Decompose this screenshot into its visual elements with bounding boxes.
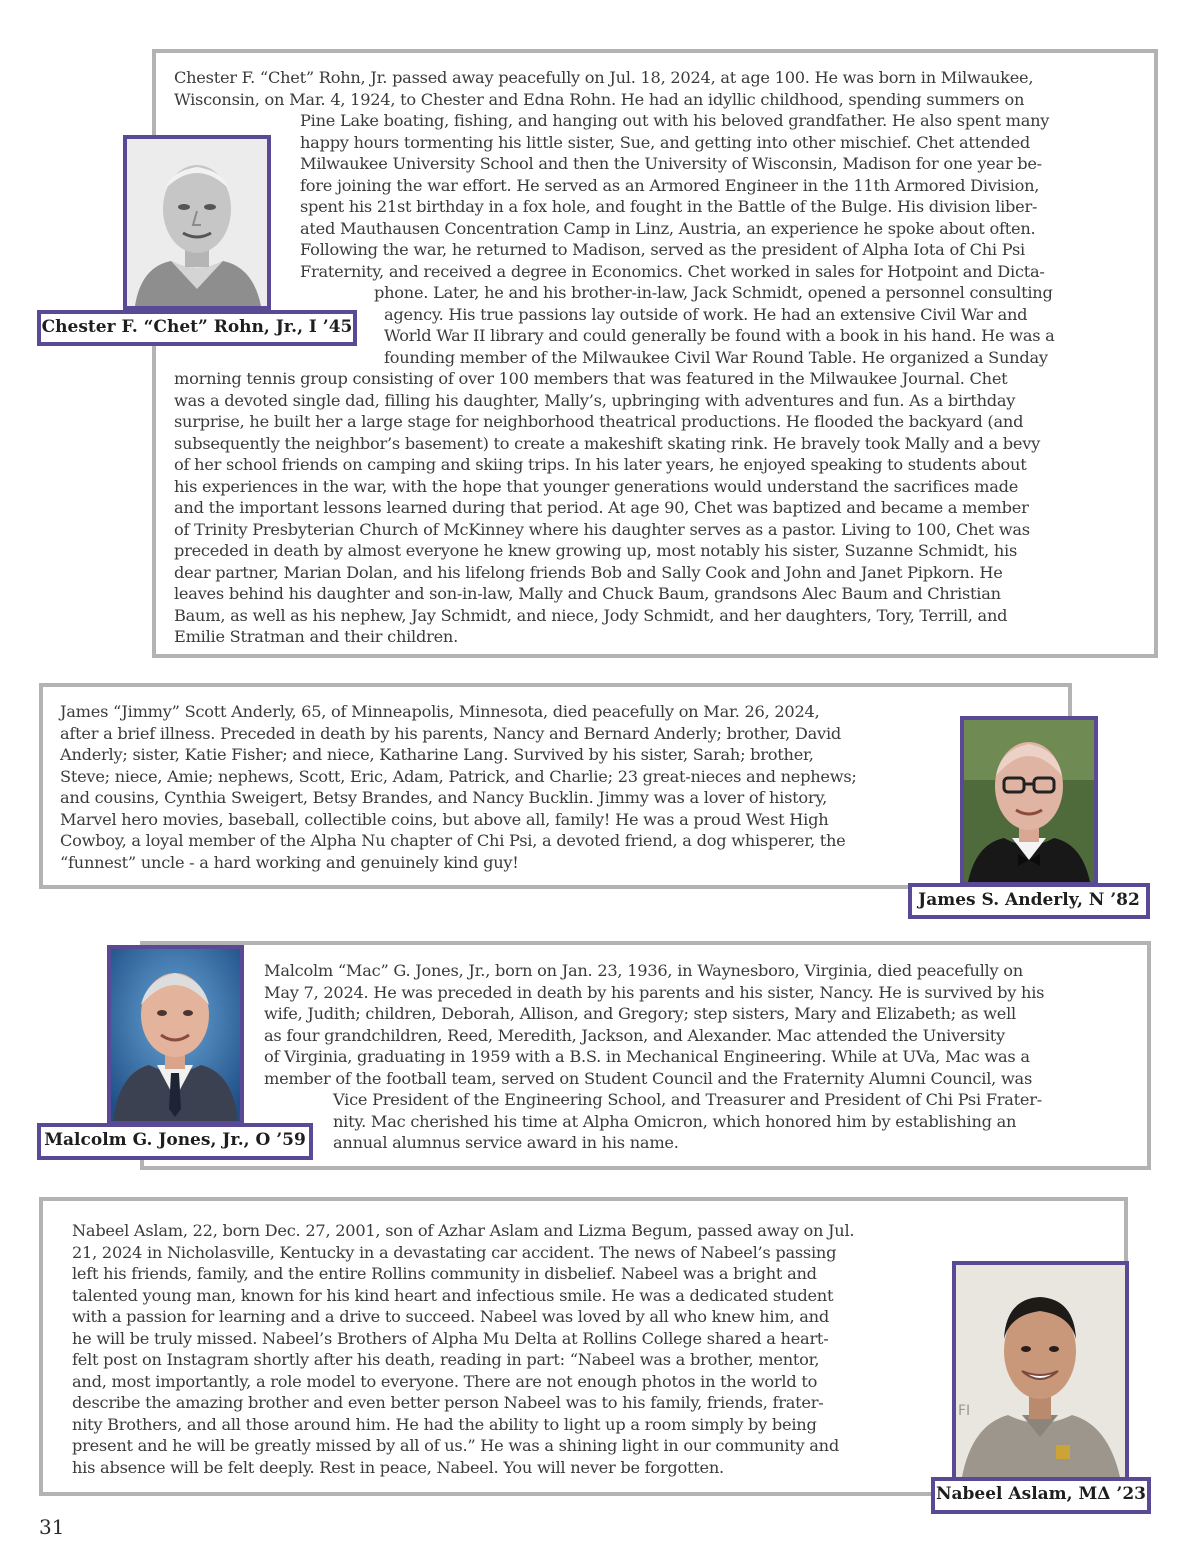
text-line: Baum, as well as his nephew, Jay Schmidt, and niece, Jody Schmidt, and her daughters, Tory, Terrill, and (174, 605, 1008, 625)
text-line: of Trinity Presbyterian Church of McKinney where his daughter serves as a pastor. Living to 100, Chet was (174, 519, 1030, 539)
text-line: morning tennis group consisting of over 100 members that was featured in the Milwaukee Journal. Chet (174, 369, 1008, 388)
text-line: ated Mauthausen Concentration Camp in Linz, Austria, an experience he spoke about often. (300, 218, 1036, 238)
text-line: talented young man, known for his kind heart and infectious smile. He was a dedicated student (72, 1285, 834, 1305)
text-line: present and he will be greatly missed by all of us.” He was a shining light in our community and (72, 1436, 839, 1455)
background-sign-glyph: FI (958, 1403, 971, 1419)
text-line: Steve; niece, Amie; nephews, Scott, Eric, Adam, Patrick, and Charlie; 23 great-nieces and nephews; (60, 766, 857, 786)
caption-anderly: James S. Anderly, N ’82 (908, 883, 1150, 919)
portrait-photo-rohn (123, 135, 271, 310)
obituary-text-aslam (72, 1220, 854, 1478)
text-line: after a brief illness. Preceded in death by his parents, Nancy and Bernard Anderly; brother, David (60, 723, 841, 743)
text-line: surprise, he built her a large stage for neighborhood theatrical productions. He flooded the backyard (and (174, 412, 1024, 431)
text-line: felt post on Instagram shortly after his death, reading in part: “Nabeel was a brother, mentor, (72, 1350, 820, 1369)
text-line: he will be truly missed. Nabeel’s Brothers of Alpha Mu Delta at Rollins College shared a heart- (72, 1328, 829, 1348)
text-line: of her school friends on camping and skiing trips. In his later years, he enjoyed speaking to students about (174, 455, 1027, 474)
portrait-photo-anderly (960, 716, 1098, 886)
text-line: Vice President of the Engineering School, and Treasurer and President of Chi Psi Frater- (333, 1090, 1042, 1109)
text-line: Anderly; sister, Katie Fisher; and niece, Katharine Lang. Survived by his sister, Sarah; brother, (60, 745, 814, 764)
text-line: Wisconsin, on Mar. 4, 1924, to Chester and Edna Rohn. He had an idyllic childhood, spending summers on (174, 89, 1025, 109)
text-line: Chester F. “Chet” Rohn, Jr. passed away peacefully on Jul. 18, 2024, at age 100. He was born in Milwaukee, (174, 68, 1034, 87)
obituary-text-rohn (174, 67, 1055, 648)
text-line: “funnest” uncle - a hard working and genuinely kind guy! (60, 852, 519, 872)
text-line: dear partner, Marian Dolan, and his lifelong friends Bob and Sally Cook and John and Janet Pipkorn. He (174, 562, 1003, 582)
caption-aslam: Nabeel Aslam, MΔ ’23 (931, 1477, 1151, 1514)
text-line: Fraternity, and received a degree in Economics. Chet worked in sales for Hotpoint and Dicta- (300, 261, 1045, 281)
text-line: 21, 2024 in Nicholasville, Kentucky in a devastating car accident. The news of Nabeel’s passing (72, 1242, 837, 1262)
text-line: nity Brothers, and all those around him. He had the ability to light up a room simply by being (72, 1414, 817, 1434)
text-line: of Virginia, graduating in 1959 with a B.S. in Mechanical Engineering. While at UVa, Mac was a (264, 1047, 1030, 1066)
page-number: 31 (39, 1515, 65, 1539)
portrait-young-man-icon (956, 1265, 1125, 1477)
portrait-photo-aslam (952, 1261, 1129, 1481)
text-line: Nabeel Aslam, 22, born Dec. 27, 2001, son of Azhar Aslam and Lizma Begum, passed away on Jul. (72, 1221, 855, 1240)
portrait-man-suit-icon (111, 949, 240, 1121)
text-line: James “Jimmy” Scott Anderly, 65, of Minneapolis, Minnesota, died peacefully on Mar. 26, 2024, (60, 702, 820, 721)
text-line: was a devoted single dad, filling his daughter, Mally’s, upbringing with adventures and fun. As a birthday (174, 390, 1016, 410)
text-line: as four grandchildren, Reed, Meredith, Jackson, and Alexander. Mac attended the University (264, 1025, 1005, 1045)
text-line: Marvel hero movies, baseball, collectible coins, but above all, family! He was a proud West High (60, 809, 829, 829)
text-line: fore joining the war effort. He served as an Armored Engineer in the 11th Armored Division, (300, 175, 1040, 195)
text-line: describe the amazing brother and even better person Nabeel was to his family, friends, frater- (72, 1393, 824, 1412)
text-line: wife, Judith; children, Deborah, Allison, and Gregory; step sisters, Mary and Elizabeth; as well (264, 1004, 1016, 1023)
text-line: his experiences in the war, with the hope that younger generations would understand the sacrifices made (174, 476, 1019, 496)
text-line: left his friends, family, and the entire Rollins community in disbelief. Nabeel was a bright and (72, 1264, 817, 1283)
text-line: his absence will be felt deeply. Rest in peace, Nabeel. You will never be forgotten. (72, 1457, 724, 1477)
text-line: Following the war, he returned to Madison, served as the president of Alpha Iota of Chi Psi (300, 240, 1025, 259)
portrait-photo-jones (107, 945, 244, 1125)
text-line: Emilie Stratman and their children. (174, 627, 458, 646)
text-line: phone. Later, he and his brother-in-law, Jack Schmidt, opened a personnel consulting (374, 283, 1053, 302)
text-line: May 7, 2024. He was preceded in death by his parents and his sister, Nancy. He is survived by his (264, 982, 1045, 1002)
text-line: preceded in death by almost everyone he knew growing up, most notably his sister, Suzanne Schmidt, his (174, 541, 1018, 560)
text-line: founding member of the Milwaukee Civil War Round Table. He organized a Sunday (384, 347, 1048, 367)
portrait-man-glasses-icon (964, 720, 1094, 882)
portrait-elderly-man-icon (127, 139, 267, 306)
caption-jones: Malcolm G. Jones, Jr., O ’59 (37, 1123, 313, 1160)
text-line: with a passion for learning and a drive to succeed. Nabeel was loved by all who knew him, and (72, 1307, 829, 1326)
obituary-text-jones (264, 960, 1044, 1154)
text-line: Malcolm “Mac” G. Jones, Jr., born on Jan. 23, 1936, in Waynesboro, Virginia, died peacefully on (264, 961, 1023, 980)
text-line: agency. His true passions lay outside of work. He had an extensive Civil War and (384, 304, 1028, 324)
text-line: and, most importantly, a role model to everyone. There are not enough photos in the world to (72, 1371, 818, 1391)
text-line: spent his 21st birthday in a fox hole, and fought in the Battle of the Bulge. His division liber- (300, 197, 1038, 216)
text-line: and cousins, Cynthia Sweigert, Betsy Brandes, and Nancy Bucklin. Jimmy was a lover of history, (60, 788, 828, 807)
text-line: Milwaukee University School and then the University of Wisconsin, Madison for one year be- (300, 154, 1042, 173)
text-line: happy hours tormenting his little sister, Sue, and getting into other mischief. Chet attended (300, 132, 1031, 152)
text-line: Cowboy, a loyal member of the Alpha Nu chapter of Chi Psi, a devoted friend, a dog whisperer, the (60, 831, 846, 850)
text-line: nity. Mac cherished his time at Alpha Omicron, which honored him by establishing an (333, 1111, 1017, 1131)
text-line: subsequently the neighbor’s basement) to create a makeshift skating rink. He bravely took Mally and a bevy (174, 433, 1040, 453)
obituary-text-anderly (60, 701, 857, 873)
caption-rohn: Chester F. “Chet” Rohn, Jr., I ’45 (37, 310, 357, 346)
text-line: member of the football team, served on Student Council and the Fraternity Alumni Council, was (264, 1068, 1033, 1088)
text-line: and the important lessons learned during that period. At age 90, Chet was baptized and became a member (174, 498, 1029, 517)
text-line: World War II library and could generally be found with a book in his hand. He was a (384, 326, 1055, 345)
text-line: Pine Lake boating, fishing, and hanging out with his beloved grandfather. He also spent many (300, 111, 1050, 130)
text-line: annual alumnus service award in his name. (333, 1133, 679, 1152)
text-line: leaves behind his daughter and son-in-law, Mally and Chuck Baum, grandsons Alec Baum and Christian (174, 584, 1001, 603)
